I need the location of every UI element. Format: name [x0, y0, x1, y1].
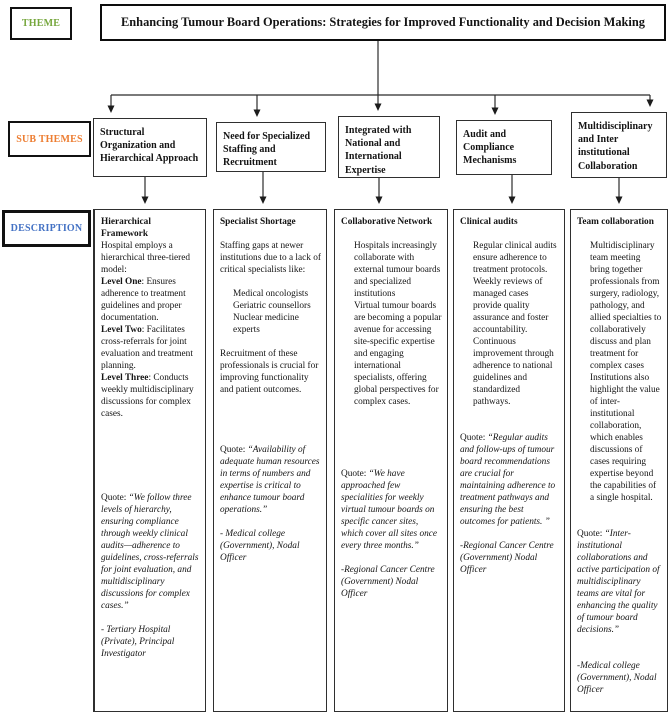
text-run: -Medical college (Government), Nodal Officer — [577, 661, 657, 695]
text-run: Institutions also highlight the value of inter-institutional collaboration, which enables discussions of cases requiring expertise beyond the capabilities of a single hospital. — [590, 373, 660, 503]
description-paragraph — [233, 300, 321, 312]
text-run: Multidisciplinary team meeting bring together professionals from surgery, radiology, pathology, and allied specialties to collaboratively discuss and plan treatment for complex cases — [590, 241, 662, 371]
text-run: Quote: — [220, 445, 248, 455]
text-run: : Ensures adherence to treatment guidelines and proper documentation. — [101, 277, 186, 323]
subtheme-box-national-international-expertise: Integrated with National and International Expertise — [338, 116, 440, 178]
spacer — [341, 228, 442, 240]
spacer — [220, 396, 321, 444]
spacer — [460, 408, 559, 432]
description-paragraph — [220, 216, 321, 228]
spacer — [577, 636, 662, 660]
subtheme-box-structural-organization: Structural Organization and Hierarchical Approach — [93, 118, 207, 177]
text-run: Quote: — [577, 529, 605, 539]
description-paragraph — [577, 528, 662, 636]
text-run: Virtual tumour boards are becoming a popular avenue for accessing site-specific expertise and engaging international specialists, offering global perspectives for complex cases. — [354, 301, 442, 407]
description-paragraph — [590, 240, 662, 372]
spacer — [460, 528, 559, 540]
text-run: Team collaboration — [577, 217, 654, 227]
text-run: Regular clinical audits ensure adherence to treatment protocols. Weekly reviews of managed cases provide quality assurance and foster accountability. Continuous improvement through adherence to national guidelines and standardized pathways. — [473, 241, 557, 407]
description-box-collaborative-network — [334, 209, 448, 712]
text-run: Level One — [101, 277, 142, 287]
description-box-clinical-audits — [453, 209, 565, 712]
text-run: “Regular audits and follow-ups of tumour board recommendations are crucial for maintaining adherence to treatment pathways and ensuring the best outcomes for patients. ” — [460, 433, 556, 527]
spacer — [341, 552, 442, 564]
text-run: Level Two — [101, 325, 142, 335]
description-paragraph — [473, 240, 559, 408]
subthemes-label-box — [8, 121, 91, 157]
text-run: -Regional Cancer Centre (Government) Nodal Officer — [341, 565, 435, 599]
description-paragraph — [101, 276, 200, 324]
text-run: Quote: — [460, 433, 488, 443]
spacer — [577, 504, 662, 528]
description-paragraph — [101, 216, 200, 240]
text-run: “Availability of adequate human resources in terms of numbers and expertise is critical to enhance tumour board operations.” — [220, 445, 320, 515]
description-paragraph — [101, 372, 200, 420]
description-label-text: DESCRIPTION — [10, 223, 83, 234]
text-run: Geriatric counsellors — [233, 301, 311, 311]
text-run: Hierarchical Framework — [101, 217, 151, 239]
text-run: Nuclear medicine experts — [233, 313, 299, 335]
text-run: Clinical audits — [460, 217, 518, 227]
theme-title-text: Enhancing Tumour Board Operations: Strategies for Improved Functionality and Decision Making — [121, 15, 645, 30]
text-run: -Regional Cancer Centre (Government) Nodal Officer — [460, 541, 554, 575]
text-run: “We follow three levels of hierarchy, ensuring compliance through weekly clinical audits—adherence to guidelines, cross-referrals for joint evaluation, and multidisciplinary discussions for complex cases.” — [101, 493, 199, 611]
description-paragraph — [101, 240, 200, 276]
description-paragraph — [220, 348, 321, 396]
text-run: Recruitment of these professionals is crucial for improving functionality and patient outcomes. — [220, 349, 319, 395]
text-run: Level Three — [101, 373, 149, 383]
description-paragraph — [233, 312, 321, 336]
text-run: - Tertiary Hospital (Private), Principal Investigator — [101, 625, 175, 659]
text-run: - Medical college (Government), Nodal Officer — [220, 529, 300, 563]
spacer — [220, 276, 321, 288]
description-paragraph — [220, 528, 321, 564]
text-run: “We have approached few specialities for weekly virtual tumour boards on specific cancer sites, which cover all sites once every three months.” — [341, 469, 438, 551]
description-paragraph — [101, 492, 200, 612]
description-label-box — [2, 210, 91, 247]
spacer — [220, 228, 321, 240]
description-paragraph — [590, 372, 662, 504]
subtheme-box-audit-compliance: Audit and Compliance Mechanisms — [456, 120, 552, 175]
description-paragraph — [101, 324, 200, 372]
subtheme-box-specialized-staffing: Need for Specialized Staffing and Recruitment — [216, 122, 326, 172]
text-run: Medical oncologists — [233, 289, 309, 299]
subtheme-box-multidisciplinary-collaboration: Multidisciplinary and Inter institutional Collaboration — [571, 112, 667, 178]
description-box-structural-organization — [93, 209, 206, 712]
description-paragraph — [354, 240, 442, 300]
text-run: “Inter-institutional collaborations and active participation of multidisciplinary teams are vital for enhancing the quality of tumour board decisions.” — [577, 529, 660, 635]
spacer — [460, 228, 559, 240]
text-run: Quote: — [341, 469, 369, 479]
description-paragraph — [354, 300, 442, 408]
spacer — [341, 408, 442, 468]
text-run: : Conducts weekly multidisciplinary discussions for complex cases. — [101, 373, 194, 419]
text-run: Quote: — [101, 493, 129, 503]
subthemes-label-text: SUB THEMES — [16, 133, 83, 145]
text-run: Hospital employs a hierarchical three-tiered model: — [101, 241, 191, 275]
description-paragraph — [220, 240, 321, 276]
theme-title-box — [100, 4, 666, 41]
description-paragraph — [460, 540, 559, 576]
spacer — [220, 516, 321, 528]
text-run: Hospitals increasingly collaborate with external tumour boards and specialized institutions — [354, 241, 441, 299]
spacer — [101, 420, 200, 492]
description-paragraph — [341, 468, 442, 552]
description-paragraph — [577, 216, 662, 228]
description-paragraph — [460, 216, 559, 228]
description-paragraph — [220, 444, 321, 516]
description-box-team-collaboration — [570, 209, 668, 712]
description-paragraph — [101, 624, 200, 660]
description-paragraph — [577, 660, 662, 696]
theme-label-text: THEME — [21, 18, 61, 29]
description-paragraph — [341, 564, 442, 600]
description-paragraph — [233, 288, 321, 300]
spacer — [220, 336, 321, 348]
spacer — [577, 228, 662, 240]
spacer — [101, 612, 200, 624]
text-run: : Facilitates cross-referrals for joint evaluation and treatment planning. — [101, 325, 193, 371]
description-paragraph — [341, 216, 442, 228]
description-box-specialist-shortage — [213, 209, 327, 712]
description-paragraph — [460, 432, 559, 528]
text-run: Staffing gaps at newer institutions due to a lack of critical specialists like: — [220, 241, 321, 275]
text-run: Specialist Shortage — [220, 217, 296, 227]
text-run: Collaborative Network — [341, 217, 433, 227]
theme-label-box — [10, 7, 72, 40]
